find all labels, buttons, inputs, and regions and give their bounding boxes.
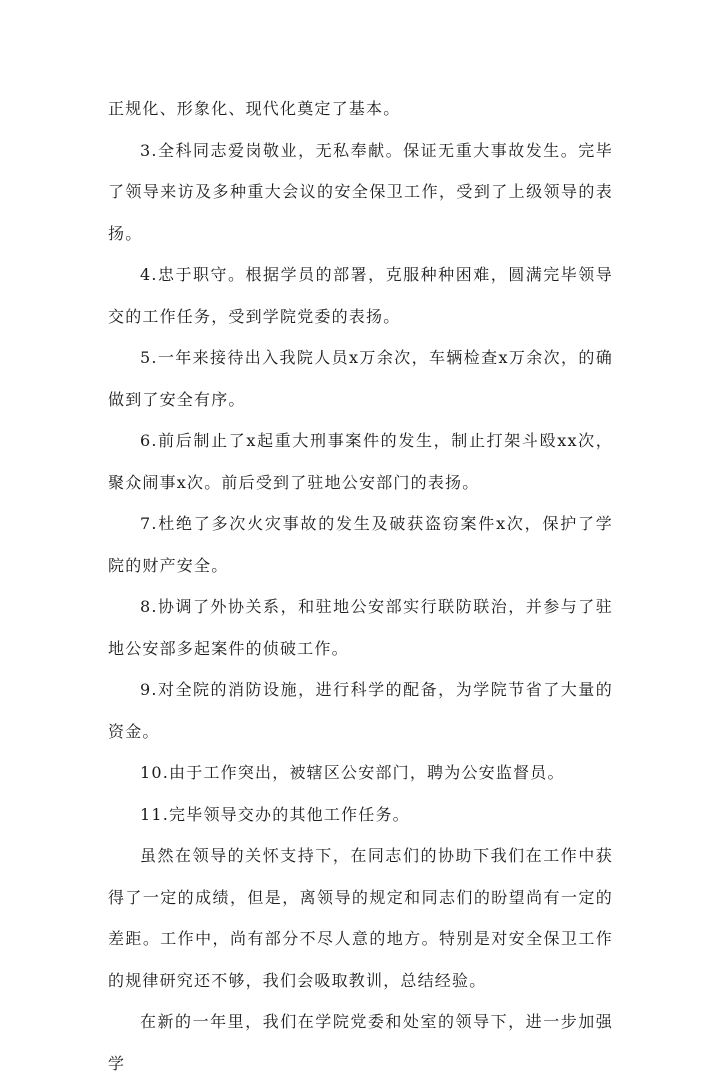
list-item-8: 8.协调了外协关系，和驻地公安部实行联防联治，并参与了驻地公安部多起案件的侦破工作。 — [108, 597, 613, 658]
list-item-3: 3.全科同志爱岗敬业，无私奉献。保证无重大事故发生。完毕了领导来访及多种重大会议的安全保卫工作，受到了上级领导的表扬。 — [108, 140, 613, 243]
next-year-paragraph: 在新的一年里，我们在学院党委和处室的领导下，进一步加强学 — [108, 1012, 613, 1073]
list-item-4: 4.忠于职守。根据学员的部署，克服种种困难，圆满完毕领导交的工作任务，受到学院党委的表扬。 — [108, 265, 613, 326]
paragraph-continuation: 正规化、形象化、现代化奠定了基本。 — [108, 99, 401, 118]
list-item-11: 11.完毕领导交办的其他工作任务。 — [140, 804, 410, 824]
list-item-9: 9.对全院的消防设施，进行科学的配备，为学院节省了大量的资金。 — [108, 680, 613, 741]
list-item-6: 6.前后制止了x起重大刑事案件的发生，制止打架斗殴xx次，聚众闹事x次。前后受到了驻地公安部门的表扬。 — [108, 431, 613, 492]
list-item-7: 7.杜绝了多次火灾事故的发生及破获盗窃案件x次，保护了学院的财产安全。 — [108, 514, 613, 575]
list-item-5: 5.一年来接待出入我院人员x万余次，车辆检查x万余次，的确做到了安全有序。 — [108, 348, 613, 409]
list-item-10: 10.由于工作突出，被辖区公安部门，聘为公安监督员。 — [140, 763, 565, 782]
document-body — [108, 88, 613, 1084]
summary-paragraph: 虽然在领导的关怀支持下，在同志们的协助下我们在工作中获得了一定的成绩，但是，离领导的规定和同志们的盼望尚有一定的差距。工作中，尚有部分不尽人意的地方。特别是对安全保卫工作的规律研究还不够，我们会吸取教训，总结经验。 — [108, 846, 613, 990]
